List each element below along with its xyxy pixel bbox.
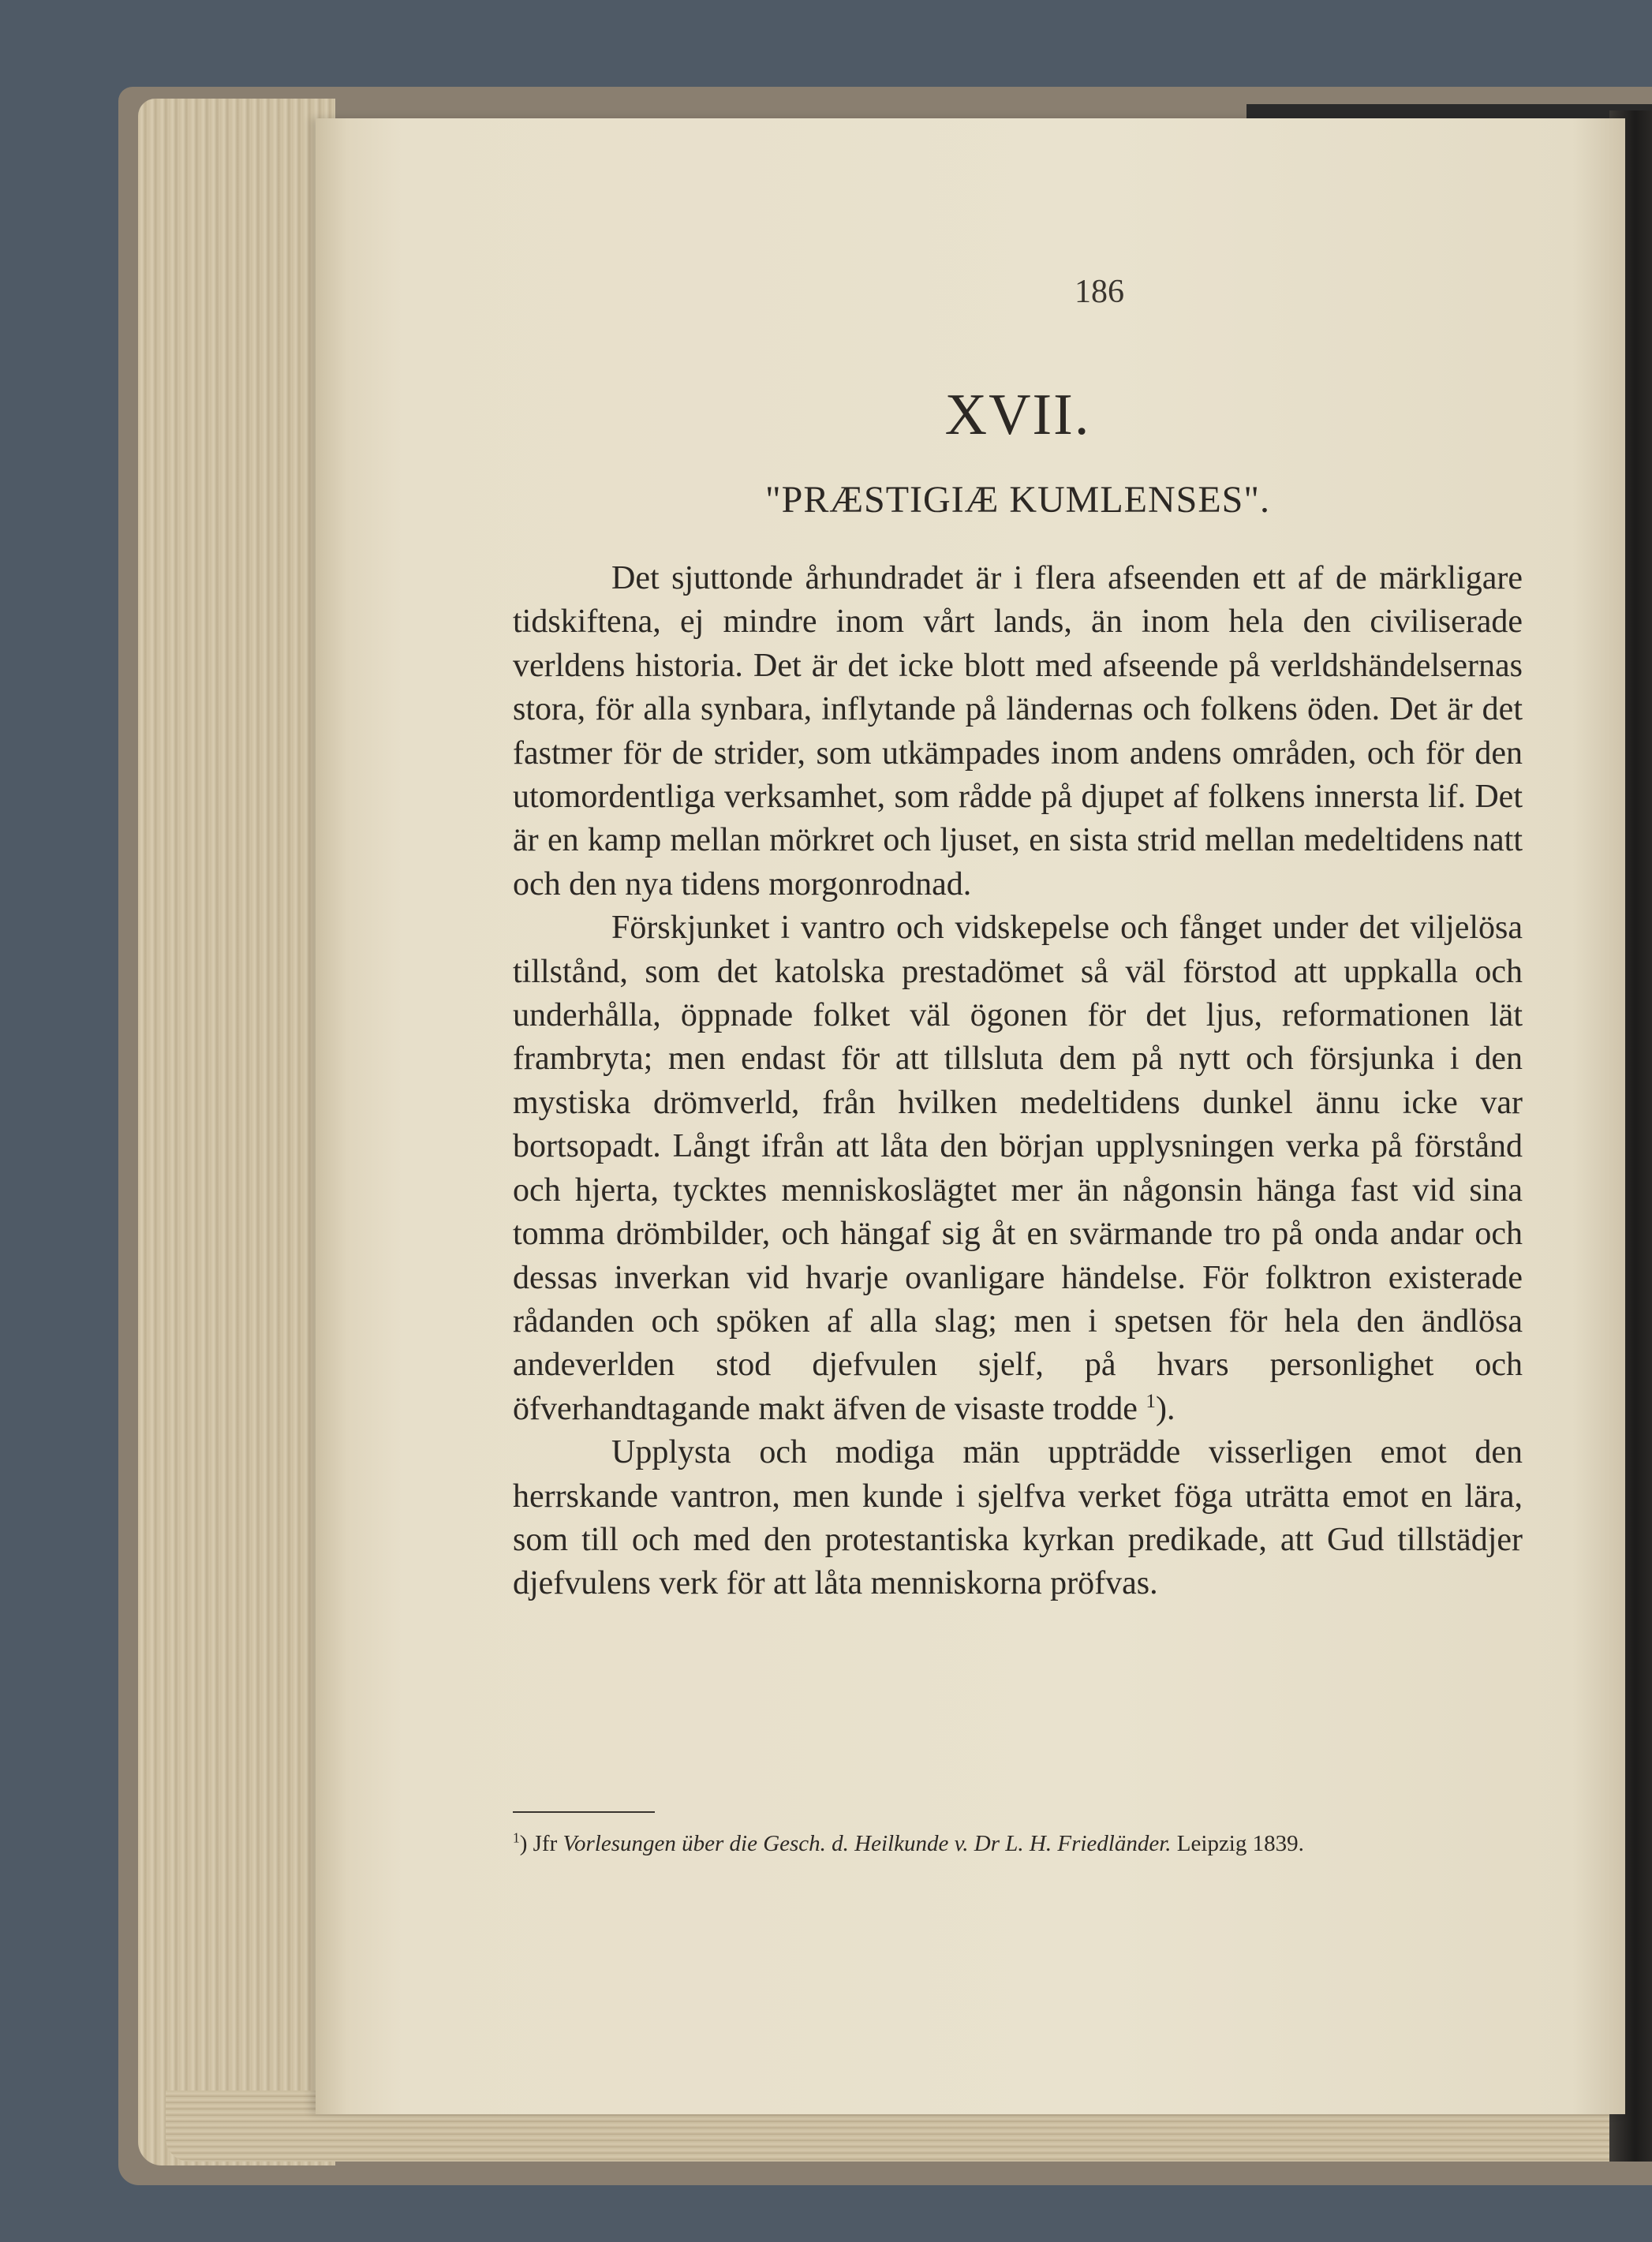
footnote-suffix: Leipzig 1839. [1176, 1831, 1304, 1856]
paragraph-2-text: Förskjunket i vantro och vidskepelse och fånget under det viljelösa tillstånd, som det katolska prestadömet så väl förstod att uppkalla och underhålla, öppnade folket väl ögonen för det ljus, reformationen lät frambryta; men endast för att tillsluta dem på nytt och försjunka i den mystiska drömverld, från hvilken medeltidens dunkel ännu icke var bortsopadt. Långt ifrån att låta den början upplysningen verka på förstånd och hjerta, tycktes menniskoslägtet mer än någonsin hänga fast vid sina tomma drömbilder, och hängaf sig åt en svärmande tro på onda andar och dessas inverkan vid hvarje ovanligare händelse. För folktron existerade rådanden och spöken af alla slag; men i spetsen för hela den ändlösa andeverlden stod djefvulen sjelf, på hvars personlighet och öfverhandtagande makt äfven de visaste trodde [513, 910, 1523, 1427]
paragraph-1: Det sjuttonde århundradet är i flera afseenden ett af de märkligare tidskiftena, ej mindre inom vårt lands, än inom hela den civiliserade verldens historia. Det är det icke blott med afseende på verldshändelsernas stora, för alla synbara, inflytande på ländernas och folkens öden. Det är det fastmer för de strider, som utkämpades inom andens områden, och för den utomordentliga verksamhet, som rådde på djupet af folkens innersta lif. Det är en kamp mellan mörkret och ljuset, en sista strid mellan medeltidens natt och den nya tidens morgonrodnad. [513, 560, 1523, 902]
chapter-numeral: XVII. [944, 383, 1091, 447]
footnote-separator [513, 1811, 655, 1813]
footnote-reference: 1 [1146, 1390, 1156, 1412]
paragraph-3: Upplysta och modiga män uppträdde visserligen emot den herrskande vantron, men kunde i sjelfva verket föga uträtta emot en lära, som till och med den protestantiska kyrkan predikade, att Gud tillstädjer djefvulens verk för att låta menniskorna pröfvas. [513, 1434, 1523, 1602]
footnote-prefix: Jfr [533, 1831, 558, 1856]
footnote-title: Vorlesungen über die Gesch. d. Heilkunde v. Dr L. H. Friedländer. [563, 1831, 1172, 1856]
paragraph-2 [513, 906, 1523, 1431]
footnote-marker-close: ) [519, 1831, 528, 1856]
footnote [513, 1829, 1531, 1859]
page-edges-left [138, 99, 335, 2165]
chapter-title: "PRÆSTIGIÆ KUMLENSES". [765, 479, 1270, 521]
page-number: 186 [1075, 274, 1124, 310]
body-text [513, 557, 1523, 1606]
footnote-marker: 1 [513, 1829, 520, 1846]
footnote-reference-close: ). [1155, 1390, 1175, 1427]
spine-top [1246, 104, 1652, 120]
